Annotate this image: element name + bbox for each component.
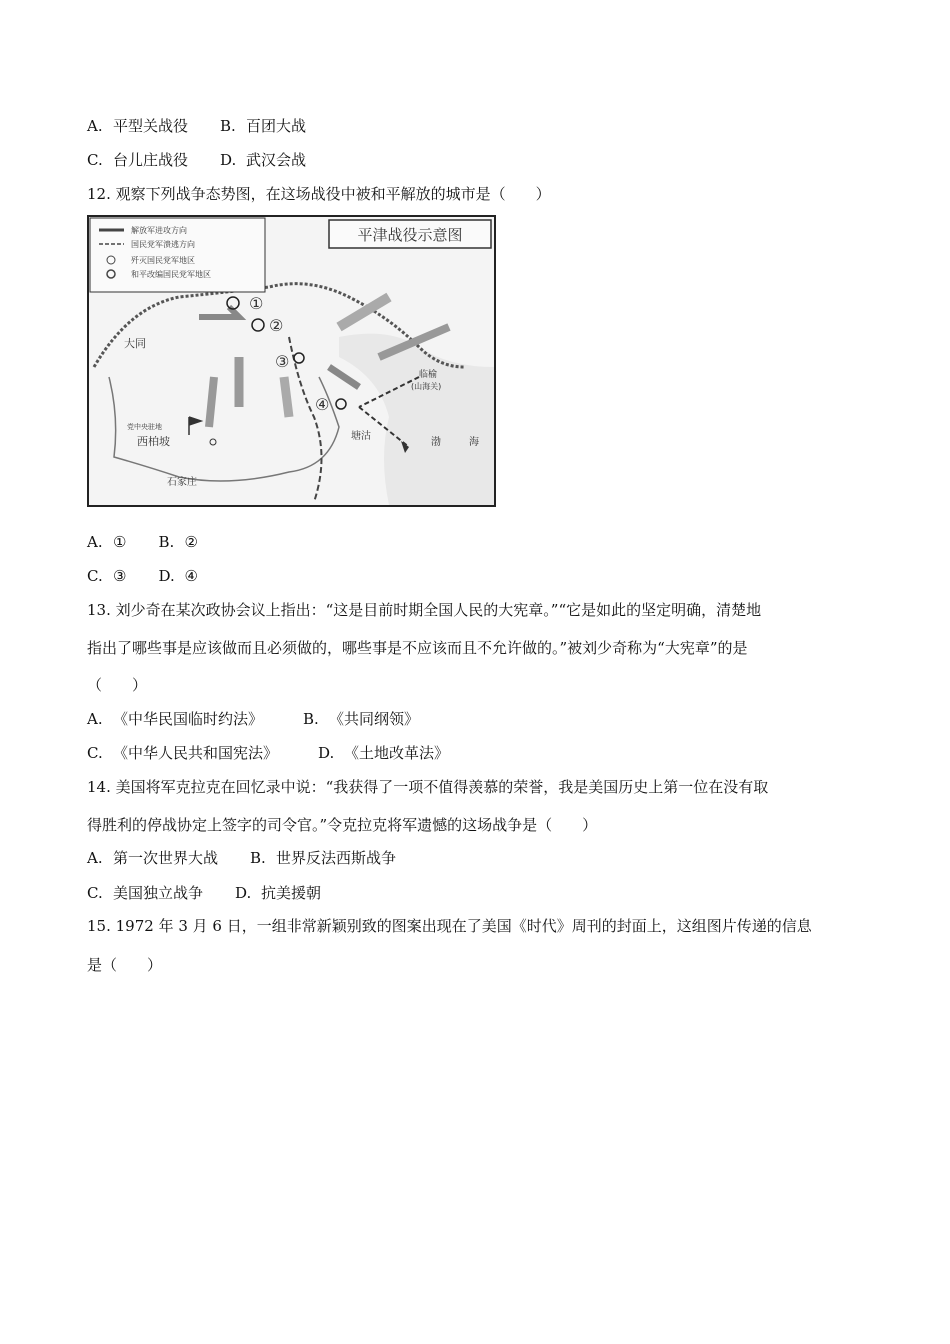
q13-options-row-2 — [87, 743, 449, 763]
pingjin-campaign-map — [87, 215, 496, 507]
place-datong: 大同 — [124, 337, 146, 350]
flag-icon — [189, 417, 201, 435]
option-text: 美国独立战争 — [113, 884, 204, 902]
q14-stem-line-2: 得胜利的停战协定上签字的司令官。”令克拉克将军遗憾的这场战争是（ ） — [87, 816, 598, 834]
option-text: 第一次世界大战 — [113, 849, 219, 867]
marker-4: ④ — [315, 395, 330, 414]
option-label: B. — [303, 710, 319, 728]
option-label: D. — [318, 744, 335, 762]
option-text: 《共同纲领》 — [329, 710, 420, 728]
option-text: 抗美援朝 — [261, 884, 322, 902]
option-text: ③ — [113, 567, 127, 585]
option-label: A. — [87, 117, 103, 135]
map-drawing — [89, 217, 494, 505]
option-text: 《中华民国临时约法》 — [113, 710, 264, 728]
annihilated-marker-icon — [336, 399, 346, 409]
sea-area — [339, 334, 494, 505]
reorganized-marker-icon — [294, 353, 304, 363]
option-text: 百团大战 — [246, 117, 307, 135]
map-title: 平津战役示意图 — [357, 226, 463, 244]
option-label: A. — [87, 849, 103, 867]
option-label: A. — [87, 533, 103, 551]
option-text: 平型关战役 — [113, 117, 189, 135]
option-text: 武汉会战 — [246, 151, 307, 169]
place-xibaipo: 西柏坡 — [137, 435, 170, 448]
q14-stem-line-1: 14. 美国将军克拉克在回忆录中说：“我获得了一项不值得羡慕的荣誉，我是美国历史上第一位在没有取 — [87, 778, 769, 796]
attack-arrow — [209, 377, 214, 427]
q13-stem-line-2: 指出了哪些事是应该做而且必须做的，哪些事是不应该而且不允许做的。”被刘少奇称为“大宪章”的是 — [87, 639, 748, 657]
place-hq: 党中央驻地 — [127, 423, 162, 431]
q13-stem-line-3: （ ） — [87, 676, 148, 694]
q15-stem-line-1: 15. 1972 年 3 月 6 日，一组非常新颖别致的图案出现在了美国《时代》周刊的封面上，这组图片传递的信息 — [87, 917, 812, 935]
place-tanggu: 塘沽 — [351, 431, 371, 442]
option-label: C. — [87, 884, 103, 902]
q12-stem: 12. 观察下列战争态势图，在这场战役中被和平解放的城市是（ ） — [87, 185, 551, 203]
legend-item: 和平改编国民党军地区 — [131, 270, 211, 279]
q13-options-row-1 — [87, 709, 419, 729]
q12-options-row-2 — [87, 566, 198, 586]
railway-line — [289, 337, 322, 502]
q13-stem-line-1: 13. 刘少奇在某次政协会议上指出：“这是目前时期全国人民的大宪章。”“它是如此的坚定明确，清楚地 — [87, 601, 762, 619]
option-label: C. — [87, 744, 103, 762]
place-shanhaiguan: (山海关) — [411, 382, 442, 391]
option-text: 《中华人民共和国宪法》 — [113, 744, 279, 762]
option-label: D. — [235, 884, 252, 902]
option-label: B. — [220, 117, 236, 135]
option-text: ① — [113, 533, 127, 551]
option-label: B. — [158, 533, 175, 551]
q14-options-row-2 — [87, 883, 321, 903]
option-label: D. — [220, 151, 237, 169]
option-label: D. — [158, 567, 175, 585]
option-text: 世界反法西斯战争 — [276, 849, 397, 867]
city-dot — [210, 439, 216, 445]
legend-item: 国民党军溃逃方向 — [131, 240, 195, 249]
place-bohai-1: 渤 — [431, 437, 441, 448]
legend-item: 歼灭国民党军地区 — [131, 256, 195, 265]
q11-options-row-1 — [87, 116, 306, 136]
option-text: 《土地改革法》 — [344, 744, 450, 762]
option-text: ④ — [184, 567, 198, 585]
annihilated-marker-icon — [252, 319, 264, 331]
q11-options-row-2 — [87, 150, 306, 170]
place-shijiazhuang: 石家庄 — [167, 477, 197, 488]
attack-arrow — [339, 297, 389, 327]
option-text: ② — [184, 533, 198, 551]
option-label: C. — [87, 567, 103, 585]
option-label: B. — [250, 849, 266, 867]
place-linyu: 临榆 — [419, 370, 438, 380]
attack-arrow — [329, 367, 359, 387]
option-label: A. — [87, 710, 103, 728]
option-text: 台儿庄战役 — [113, 151, 189, 169]
legend-item: 解放军进攻方向 — [131, 226, 187, 235]
place-bohai-2: 海 — [469, 437, 479, 448]
option-label: C. — [87, 151, 103, 169]
q14-options-row-1 — [87, 848, 396, 868]
marker-1: ① — [249, 294, 264, 313]
q15-stem-line-2: 是（ ） — [87, 956, 163, 974]
marker-3: ③ — [275, 352, 290, 371]
marker-2: ② — [269, 316, 284, 335]
attack-arrow — [284, 377, 289, 417]
q12-options-row-1 — [87, 532, 198, 552]
